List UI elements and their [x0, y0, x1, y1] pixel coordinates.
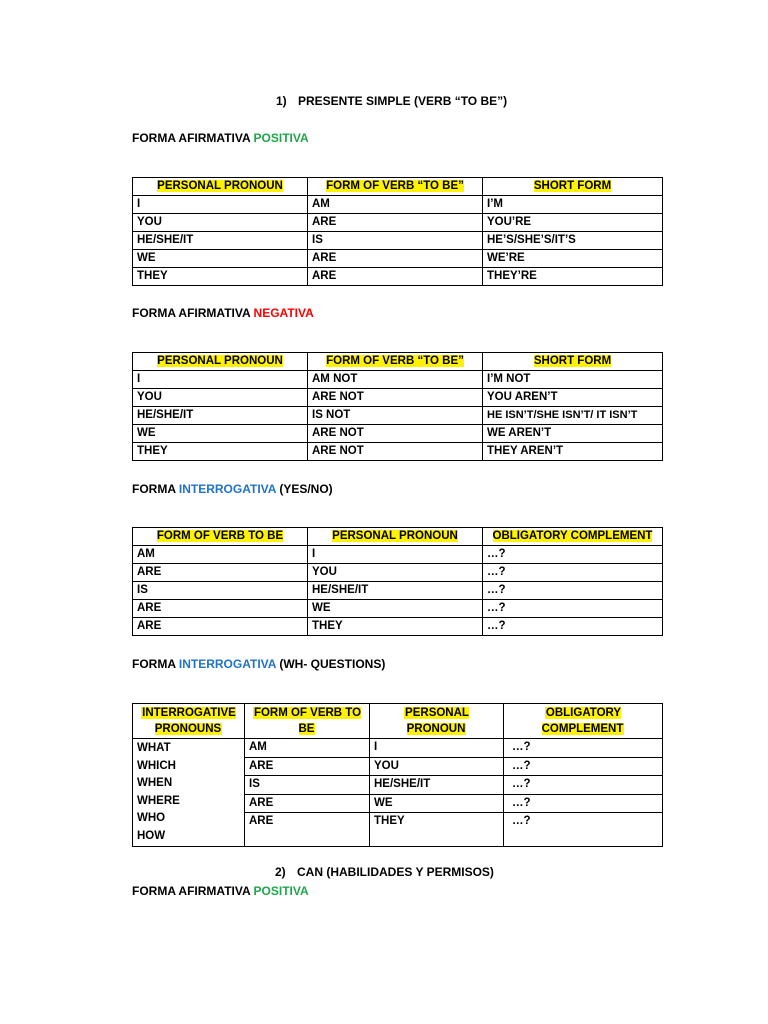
list-item: WHICH	[137, 759, 176, 772]
header-text: SHORT FORM	[533, 355, 612, 367]
table-cell: I	[308, 546, 483, 564]
table-cell: AM	[245, 739, 370, 758]
table-cell: IS NOT	[308, 407, 483, 425]
table-cell: …?	[483, 564, 663, 582]
list-item: WHEN	[137, 777, 173, 789]
table-cell: WE’RE	[483, 250, 663, 268]
table-row	[133, 407, 663, 425]
yesno-table	[132, 527, 663, 636]
label-text: FORMA AFIRMATIVA	[132, 131, 254, 145]
wh-label	[132, 657, 385, 671]
header-text: PERSONAL PRONOUN	[157, 180, 283, 192]
header-text: PERSONAL PRONOUN	[405, 707, 469, 735]
table-cell: ARE	[133, 600, 308, 618]
positiva-2-label	[132, 884, 309, 898]
label-suffix: (YES/NO)	[276, 482, 333, 496]
table-cell: ARE	[308, 250, 483, 268]
table-cell: ARE	[245, 794, 370, 813]
header-cell	[308, 178, 483, 196]
table-cell: WE	[370, 794, 504, 813]
table-cell: ARE	[133, 618, 308, 636]
header-text: OBLIGATORY COMPLEMENT	[541, 707, 624, 735]
table-row	[133, 582, 663, 600]
section-title: CAN (HABILIDADES Y PERMISOS)	[297, 865, 494, 879]
table-cell: …?	[504, 794, 663, 813]
table-cell: WE	[308, 600, 483, 618]
header-cell	[483, 528, 663, 546]
section-title: PRESENTE SIMPLE (VERB “TO BE”)	[298, 94, 508, 108]
label-text: FORMA AFIRMATIVA	[132, 306, 254, 320]
label-text: FORMA	[132, 657, 179, 671]
label-accent: INTERROGATIVA	[178, 482, 276, 496]
table-cell: ARE NOT	[308, 443, 483, 461]
table-row	[133, 371, 663, 389]
table-cell: HE/SHE/IT	[308, 582, 483, 600]
table-cell: THEY’RE	[483, 268, 663, 286]
table-cell: YOU	[133, 214, 308, 232]
table-row	[133, 425, 663, 443]
header-cell	[370, 704, 504, 739]
header-cell	[133, 528, 308, 546]
table-cell: HE ISN’T/SHE ISN’T/ IT ISN’T	[483, 407, 663, 425]
list-item: WHERE	[137, 794, 180, 807]
list-item: WHAT	[137, 742, 171, 754]
header-cell	[483, 353, 663, 371]
table-row	[133, 546, 663, 564]
table-cell: …?	[504, 776, 663, 795]
table-cell: YOU AREN’T	[483, 389, 663, 407]
table-cell: HE/SHE/IT	[133, 407, 308, 425]
table-row	[133, 196, 663, 214]
section-number: 2)	[275, 865, 286, 879]
header-text: PERSONAL PRONOUN	[332, 530, 458, 542]
table-cell: AM NOT	[308, 371, 483, 389]
label-accent: POSITIVA	[253, 131, 309, 145]
table-cell: I	[133, 196, 308, 214]
table-cell: HE/SHE/IT	[370, 776, 504, 795]
header-cell	[133, 704, 245, 739]
table-cell: I	[133, 371, 308, 389]
table-cell: AM	[308, 196, 483, 214]
table-cell: THEY	[133, 443, 308, 461]
interrogative-pronouns-cell	[133, 739, 245, 847]
list-item: HOW	[137, 829, 166, 842]
header-text: FORM OF VERB TO BE	[156, 530, 284, 542]
table-cell: ARE	[245, 757, 370, 776]
table-row	[133, 232, 663, 250]
table-header-row	[133, 528, 663, 546]
table-cell: …?	[504, 757, 663, 776]
table-cell: WE	[133, 250, 308, 268]
label-text: FORMA AFIRMATIVA	[132, 884, 254, 898]
table-cell: THEY	[133, 268, 308, 286]
header-cell	[308, 353, 483, 371]
label-suffix: (WH- QUESTIONS)	[276, 657, 386, 671]
section-number: 1)	[276, 94, 287, 108]
table-cell: YOU	[308, 564, 483, 582]
table-cell: THEY	[308, 618, 483, 636]
table-cell: …?	[504, 739, 663, 758]
table-cell: HE/SHE/IT	[133, 232, 308, 250]
table-row	[133, 214, 663, 232]
table-header-row	[133, 704, 663, 739]
section-1-heading	[276, 94, 507, 108]
header-text: INTERROGATIVE PRONOUNS	[142, 707, 236, 735]
table-cell: …?	[483, 618, 663, 636]
positiva-table	[132, 177, 663, 286]
table-cell: AM	[133, 546, 308, 564]
table-cell: …?	[504, 813, 663, 847]
table-cell: WE AREN’T	[483, 425, 663, 443]
negativa-label	[132, 306, 314, 320]
header-cell	[483, 178, 663, 196]
table-cell: IS	[245, 776, 370, 795]
header-text: FORM OF VERB “TO BE”	[326, 180, 464, 192]
table-cell: ARE	[308, 214, 483, 232]
table-cell: THEY AREN’T	[483, 443, 663, 461]
table-cell: ARE NOT	[308, 389, 483, 407]
label-accent: NEGATIVA	[253, 306, 314, 320]
table-row	[133, 618, 663, 636]
table-cell: ARE	[308, 268, 483, 286]
header-cell	[133, 353, 308, 371]
table-header-row	[133, 353, 663, 371]
table-row	[133, 250, 663, 268]
label-accent: INTERROGATIVA	[178, 657, 276, 671]
table-cell: …?	[483, 546, 663, 564]
table-cell: …?	[483, 582, 663, 600]
table-row	[133, 739, 663, 758]
section-2-heading	[275, 865, 494, 879]
table-cell: …?	[483, 600, 663, 618]
header-cell	[245, 704, 370, 739]
negativa-table	[132, 352, 663, 461]
table-row	[133, 564, 663, 582]
header-cell	[308, 528, 483, 546]
table-cell: YOU	[370, 757, 504, 776]
label-text: FORMA	[132, 482, 179, 496]
header-cell	[504, 704, 663, 739]
table-cell: ARE	[133, 564, 308, 582]
table-cell: I’M	[483, 196, 663, 214]
table-cell: THEY	[370, 813, 504, 847]
table-cell: IS	[308, 232, 483, 250]
list-item: WHO	[137, 812, 166, 824]
yesno-label	[132, 482, 333, 496]
table-cell: IS	[133, 582, 308, 600]
table-cell: YOU’RE	[483, 214, 663, 232]
wh-table	[132, 703, 663, 847]
header-text: FORM OF VERB “TO BE”	[326, 355, 464, 367]
table-row	[133, 389, 663, 407]
table-header-row	[133, 178, 663, 196]
table-row	[133, 600, 663, 618]
positiva-label	[132, 131, 309, 145]
table-cell: ARE NOT	[308, 425, 483, 443]
table-cell: ARE	[245, 813, 370, 847]
table-cell: HE’S/SHE’S/IT’S	[483, 232, 663, 250]
header-text: FORM OF VERB TO BE	[253, 707, 362, 735]
table-row	[133, 268, 663, 286]
table-cell: I	[370, 739, 504, 758]
table-cell: WE	[133, 425, 308, 443]
label-accent: POSITIVA	[253, 884, 309, 898]
table-cell: YOU	[133, 389, 308, 407]
table-row	[133, 443, 663, 461]
header-text: SHORT FORM	[533, 180, 612, 192]
header-text: OBLIGATORY COMPLEMENT	[492, 530, 653, 542]
table-cell: I’M NOT	[483, 371, 663, 389]
header-cell	[133, 178, 308, 196]
header-text: PERSONAL PRONOUN	[157, 355, 283, 367]
